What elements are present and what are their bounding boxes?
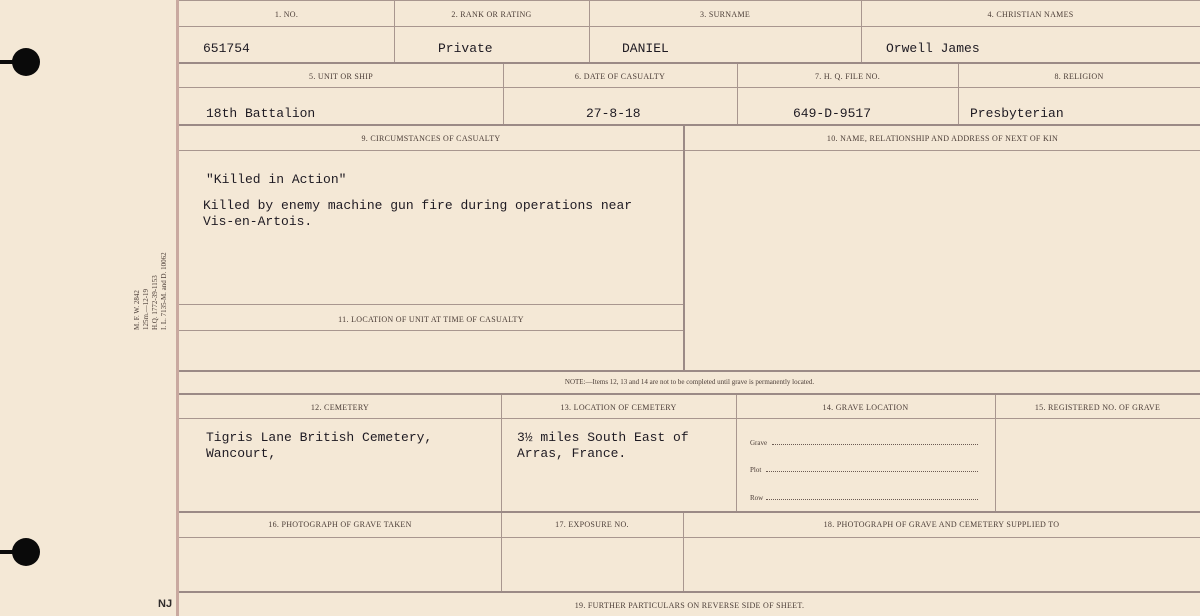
header-cemetery: 12. CEMETERY	[310, 403, 370, 412]
value-unit: 18th Battalion	[206, 106, 316, 121]
rule	[179, 537, 1200, 538]
rule	[179, 150, 1200, 151]
header-date-of-casualty: 6. DATE OF CASUALTY	[574, 72, 666, 81]
punch-hole-bottom-tail	[0, 550, 18, 554]
form-print-line-1: M. F. W. 2842	[133, 290, 141, 330]
row-field-line	[766, 499, 978, 500]
rule	[179, 87, 1200, 88]
rule	[179, 62, 1200, 64]
rule	[179, 0, 1200, 1]
header-registered-no: 15. REGISTERED NO. OF GRAVE	[1034, 403, 1161, 412]
value-rank: Private	[438, 41, 493, 56]
header-grave-location: 14. GRAVE LOCATION	[822, 403, 909, 412]
header-photograph-taken: 16. PHOTOGRAPH OF GRAVE TAKEN	[268, 520, 412, 529]
rule	[179, 330, 683, 331]
rule	[179, 418, 1200, 419]
plot-field-label: Plot	[750, 466, 762, 474]
value-surname: DANIEL	[622, 41, 669, 56]
rule	[179, 511, 1200, 513]
value-circumstances-line3: Vis-en-Artois.	[203, 214, 313, 229]
header-location-of-unit: 11. LOCATION OF UNIT AT TIME OF CASUALTY	[338, 315, 524, 324]
header-photograph-supplied: 18. PHOTOGRAPH OF GRAVE AND CEMETERY SUPPLIED TO	[823, 520, 1060, 529]
header-next-of-kin: 10. NAME, RELATIONSHIP AND ADDRESS OF NEXT OF KIN	[826, 134, 1059, 143]
value-circumstances-line1: "Killed in Action"	[206, 172, 347, 187]
divider	[736, 395, 737, 511]
value-date-of-casualty: 27-8-18	[586, 106, 641, 121]
header-location-of-cemetery: 13. LOCATION OF CEMETERY	[560, 403, 677, 412]
corner-mark: NJ	[158, 598, 173, 610]
rule	[179, 393, 1200, 395]
value-religion: Presbyterian	[970, 106, 1064, 121]
rule	[179, 370, 1200, 372]
rule	[179, 304, 683, 305]
value-circumstances-line2: Killed by enemy machine gun fire during operations near	[203, 198, 633, 213]
header-circumstances: 9. CIRCUMSTANCES OF CASUALTY	[361, 134, 501, 143]
header-rank: 2. RANK OR RATING	[451, 10, 532, 19]
grave-field-line	[772, 444, 978, 445]
value-cemetery: Tigris Lane British Cemetery, Wancourt,	[206, 430, 433, 461]
value-hq-file: 649-D-9517	[793, 106, 872, 121]
divider	[683, 126, 685, 370]
header-unit: 5. UNIT OR SHIP	[309, 72, 373, 81]
header-exposure: 17. EXPOSURE NO.	[555, 520, 629, 529]
form-print-line-4: I. L. 7135-M. and D. 10062	[160, 252, 168, 330]
header-hq-file: 7. H. Q. FILE NO.	[814, 72, 881, 81]
grave-field-label: Grave	[750, 439, 768, 447]
header-religion: 8. RELIGION	[1054, 72, 1104, 81]
divider	[501, 395, 502, 511]
value-christian-names: Orwell James	[886, 41, 980, 56]
value-location-of-cemetery: 3½ miles South East of Arras, France.	[517, 430, 689, 461]
rule	[179, 591, 1200, 593]
value-no: 651754	[203, 41, 250, 56]
header-no: 1. NO.	[274, 10, 299, 19]
divider	[995, 395, 996, 511]
rule	[179, 124, 1200, 126]
header-christian-names: 4. CHRISTIAN NAMES	[987, 10, 1074, 19]
form-print-line-2: 125m.—12-19	[142, 288, 150, 330]
plot-field-line	[766, 471, 978, 472]
row-field-label: Row	[750, 494, 764, 502]
form-print-line-3: H.Q. 1772-39-1153	[151, 275, 159, 330]
footer-further-particulars: 19. FURTHER PARTICULARS ON REVERSE SIDE OF SHEET.	[574, 601, 805, 610]
header-surname: 3. SURNAME	[699, 10, 751, 19]
rule	[179, 26, 1200, 27]
note-text: NOTE:—Items 12, 13 and 14 are not to be completed until grave is permanently located.	[564, 378, 815, 386]
punch-hole-top-tail	[0, 60, 18, 64]
